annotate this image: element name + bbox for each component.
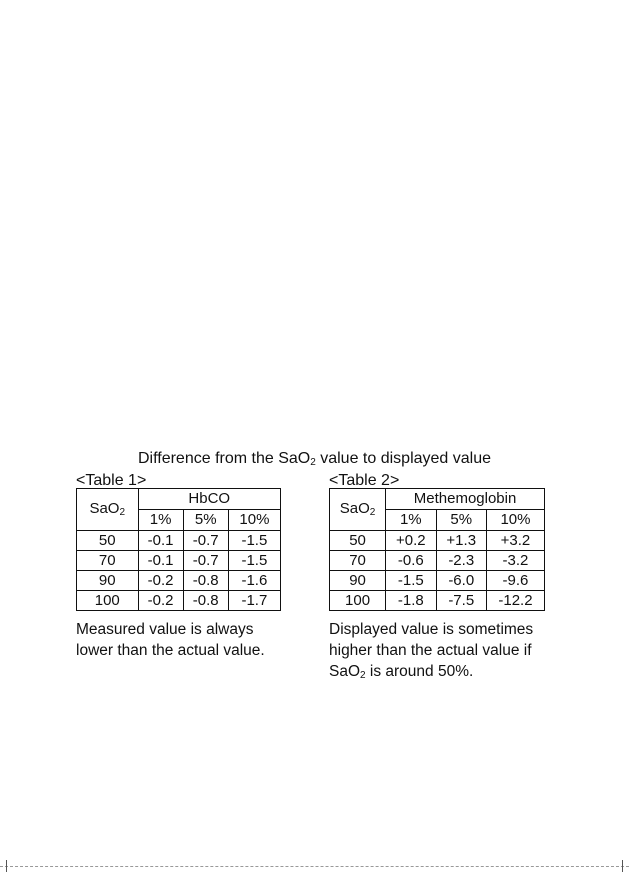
table2-note-line: Displayed value is sometimes [329, 621, 534, 638]
table1-cell-sao2: 50 [77, 531, 139, 551]
table2-cell: -9.6 [486, 571, 544, 591]
table2-cell: -0.6 [386, 551, 436, 571]
table1-cell: -0.8 [183, 571, 228, 591]
page-title [0, 449, 629, 471]
table2-cell-sao2: 100 [330, 591, 386, 611]
table2-cell-sao2: 90 [330, 571, 386, 591]
table-row [330, 571, 545, 591]
table1-col-header: 5% [183, 510, 228, 531]
table2-methemoglobin [329, 488, 545, 611]
title-subscript: 2 [310, 457, 316, 468]
table2-cell: +3.2 [486, 531, 544, 551]
table1-note [76, 619, 286, 661]
table1-group-header: HbCO [138, 489, 281, 510]
table1-cell: -0.1 [138, 531, 183, 551]
table2-row-header: SaO2 [330, 489, 386, 531]
table2-group-header: Methemoglobin [386, 489, 545, 510]
trim-mark [6, 860, 7, 872]
table-row [77, 571, 281, 591]
table1-note-line: Measured value is always [76, 621, 254, 638]
table1-cell: -1.6 [228, 571, 280, 591]
table1-cell: -1.5 [228, 551, 280, 571]
table1-cell: -0.7 [183, 531, 228, 551]
table1-cell: -0.7 [183, 551, 228, 571]
table2-note-line: SaO2 is around 50%. [329, 663, 474, 681]
table1-cell: -0.2 [138, 571, 183, 591]
table2-cell: -7.5 [436, 591, 486, 611]
table2-cell: -1.5 [386, 571, 436, 591]
table2-col-header: 1% [386, 510, 436, 531]
table1-cell-sao2: 90 [77, 571, 139, 591]
trim-mark [622, 860, 623, 872]
table2-cell-sao2: 70 [330, 551, 386, 571]
table1-cell: -0.1 [138, 551, 183, 571]
table2-note-line: higher than the actual value if [329, 642, 532, 659]
table1-cell: -1.7 [228, 591, 280, 611]
table1-cell: -1.5 [228, 531, 280, 551]
table1-cell-sao2: 100 [77, 591, 139, 611]
table-row [77, 551, 281, 571]
table1-caption: <Table 1> [76, 472, 147, 489]
table-row [77, 531, 281, 551]
table1-cell: -0.8 [183, 591, 228, 611]
table1-hbco [76, 488, 281, 611]
table2-cell: +0.2 [386, 531, 436, 551]
table2-caption: <Table 2> [329, 472, 400, 489]
table-row [330, 551, 545, 571]
page-trim-line [0, 866, 629, 867]
table2-col-header: 5% [436, 510, 486, 531]
table1-cell: -0.2 [138, 591, 183, 611]
table1-cell-sao2: 70 [77, 551, 139, 571]
table-row [77, 591, 281, 611]
table-row [330, 591, 545, 611]
table2-cell: -1.8 [386, 591, 436, 611]
table2-cell: -6.0 [436, 571, 486, 591]
table2-cell: -12.2 [486, 591, 544, 611]
table2-cell-sao2: 50 [330, 531, 386, 551]
table2-cell: -2.3 [436, 551, 486, 571]
table1-col-header: 10% [228, 510, 280, 531]
table2-note [329, 619, 549, 684]
table1-row-header: SaO2 [77, 489, 139, 531]
title-post: value to displayed value [315, 450, 492, 467]
table2-cell: -3.2 [486, 551, 544, 571]
table2-col-header: 10% [486, 510, 544, 531]
table2-cell: +1.3 [436, 531, 486, 551]
table1-note-line: lower than the actual value. [76, 642, 265, 659]
title-pre: Difference from the SaO [137, 450, 311, 467]
table-row [330, 531, 545, 551]
table1-col-header: 1% [138, 510, 183, 531]
